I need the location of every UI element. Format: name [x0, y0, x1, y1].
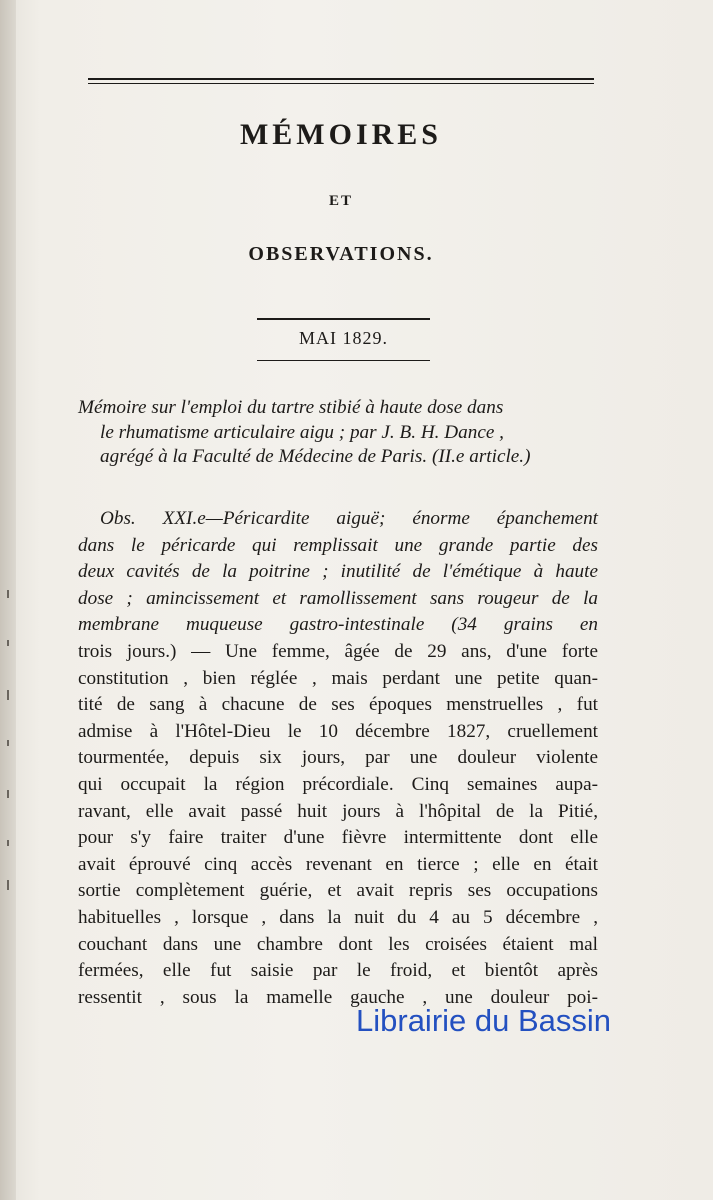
gutter-mark	[7, 690, 9, 700]
text-line: membrane muqueuse gastro-intestinale (34 grains en	[78, 614, 598, 636]
text-line: deux cavités de la poitrine ; inutilité de l'émétique à haute	[78, 561, 598, 583]
gutter-mark	[7, 740, 9, 746]
text-line: couchant dans une chambre dont les croisées étaient mal	[78, 933, 598, 955]
gutter-mark	[7, 880, 9, 890]
text-line: qui occupait la région précordiale. Cinq semaines aupa-	[78, 773, 598, 795]
bookseller-watermark: Librairie du Bassin	[356, 1003, 612, 1038]
text-line: sortie complètement guérie, et avait repris ses occupations	[78, 880, 598, 902]
text-line: fermées, elle fut saisie par le froid, et bientôt après	[78, 960, 598, 982]
section-conjunction: ET	[328, 193, 353, 209]
date-rule-top	[257, 318, 430, 320]
memoir-line: Mémoire sur l'emploi du tartre stibié à haute dose dans	[78, 397, 504, 418]
text-line: constitution , bien réglée , mais perdant une petite quan-	[78, 667, 598, 689]
gutter-mark	[7, 790, 9, 798]
text-line: pour s'y faire traiter d'une fièvre intermittente dont elle	[78, 827, 598, 849]
text-line: tourmentée, depuis six jours, par une douleur violente	[78, 747, 598, 769]
text-line: ravant, elle avait passé huit jours à l'hôpital de la Pitié,	[78, 800, 598, 822]
issue-date: MAI 1829.	[299, 328, 388, 348]
gutter-mark	[7, 840, 9, 846]
text-line: trois jours.) — Une femme, âgée de 29 ans, d'une forte	[78, 640, 598, 662]
gutter-mark	[7, 640, 9, 646]
gutter-mark	[7, 590, 9, 598]
section-title: MÉMOIRES	[239, 118, 442, 151]
text-line: admise à l'Hôtel-Dieu le 10 décembre 1827, cruellement	[78, 720, 598, 742]
text-line: tité de sang à chacune de ses époques menstruelles , fut	[78, 694, 598, 716]
memoir-line: agrégé à la Faculté de Médecine de Paris. (II.e article.)	[100, 446, 531, 467]
memoir-heading	[78, 396, 600, 470]
text-line: ressentit , sous la mamelle gauche , une douleur poi-	[78, 986, 598, 1008]
text-line: habituelles , lorsque , dans la nuit du 4 au 5 décembre ,	[78, 906, 598, 928]
memoir-line: le rhumatisme articulaire aigu ; par J. B. H. Dance ,	[100, 421, 504, 443]
date-rule-bottom	[257, 360, 430, 361]
text-line: dans le péricarde qui remplissait une grande partie des	[78, 534, 598, 556]
text-line: avait éprouvé cinq accès revenant en tierce ; elle en était	[78, 853, 598, 875]
text-line: Obs. XXI.e—Péricardite aiguë; énorme épanchement	[100, 508, 598, 529]
observation-text	[78, 506, 598, 1011]
page-gutter	[0, 0, 16, 1200]
section-subtitle: OBSERVATIONS.	[248, 243, 434, 265]
text-line: dose ; amincissement et ramollissement sans rougeur de la	[78, 587, 598, 609]
top-double-rule	[88, 78, 594, 84]
